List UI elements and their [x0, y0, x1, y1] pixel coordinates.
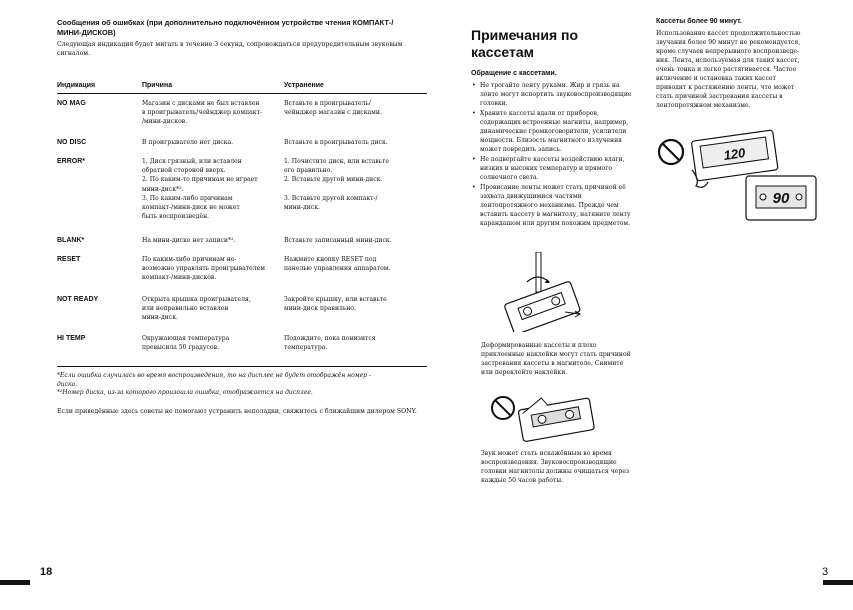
error-fix: Вставьте записанный мини-диск. [284, 237, 392, 244]
cassette-notes-title: Примечания по кассетам [471, 27, 579, 60]
damaged-cassette-illustration [490, 390, 605, 442]
error-code: BLANK* [57, 237, 85, 244]
table-bottom-rule [57, 366, 427, 367]
cassette-icon [504, 281, 581, 332]
error-code: ERROR* [57, 158, 86, 165]
error-messages-heading: Сообщения об ошибках (при дополнительно подключённом устройстве чтения КОМПАКТ-/МИНИ-ДИСКОВ) [57, 18, 394, 37]
cassette-pencil-illustration [487, 252, 597, 332]
long-cassettes-text: Использование кассет продолжительностью звучания более 90 минут не рекомендуется, кроме случаев непрерывного воспроизведе-ния. Лента, используемая для таких кассет, очень тонка и легко растягивается. Частое включение и остановка таких кассет приводит к растяжению ленты, что может стать причиной застревания кассеты в лентопротяжном механизме. [656, 30, 801, 109]
header-rule [57, 93, 427, 94]
intro-text: Следующая индикация будет мигать в течение 3 секунд, сопровождаться предупредительным звуковым сигналом. [57, 41, 403, 57]
error-fix: 1. Почистите диск, или вставьте его правильно. 2. Вставьте другой мини-диск. 3. Вставьте другой компакт-/ мини-диск. [284, 158, 389, 212]
column-header-cause: Причина [142, 82, 173, 89]
error-fix: Нажмите кнопку RESET под панелью управления аппаратом. [284, 256, 391, 273]
column-header-fix: Устранение [284, 82, 324, 89]
caption-deformed-cassettes: Деформированные кассеты и плохо приклеенные наклейки могут стать причиной застревания кассеты в магнитоле. Снимите или переклейте наклейки. [481, 342, 631, 376]
error-fix: Вставьте в проигрыватель/ чейнджер магазин с дисками. [284, 100, 382, 117]
cassette-icon [746, 176, 816, 220]
page-number-right: 3 [822, 566, 829, 578]
long-cassettes-heading: Кассеты более 90 минут. [656, 18, 742, 25]
footnotes: *Если ошибка случилась во время воспроизведения, то на дисплее не будет отображён номер - диска. *²Номер диска, из-за которого произошла ошибка, отображается на дисплее. [57, 372, 372, 396]
list-item: • Не трогайте ленту руками. Жир и грязь на ленте могут испортить звуковоспроизводящие головки. [480, 81, 640, 108]
cassette-label-90: 90 [772, 190, 790, 207]
error-cause: На мини-диске нет записи*². [142, 237, 236, 244]
list-item: • Не подвергайте кассеты воздействию влаги, низких и высоких температур и прямого солнечного света. [480, 155, 640, 182]
list-item: • Провисание ленты может стать причиной её захвата движущимися частями лентопротяжного механизма. Прежде чем вставить кассету в магнитолу, натяните ленту карандашом или другим похожим предметом. [480, 183, 640, 228]
page-tab-mark-left [0, 580, 30, 585]
error-code: NO DISC [57, 139, 87, 146]
error-cause: Открыта крышка проигрывателя, или неправильно вставлен мини-диск. [142, 296, 251, 322]
error-code: RESET [57, 256, 81, 263]
page-number-left: 18 [40, 566, 53, 578]
error-code: NO MAG [57, 100, 86, 107]
list-item: • Храните кассеты вдали от приборов, содержащих встроенные магниты, например, динамические громкоговорители, усилители мощности. Близость магнитного излучения может повредить запись. [480, 109, 640, 154]
long-cassettes-illustration [656, 128, 818, 228]
page-tab-mark-right [823, 580, 853, 585]
handling-bullet-list [480, 81, 640, 229]
error-cause: Магазин с дисками не был вставлен в проигрыватель/чейнджер компакт- /мини-дисков. [142, 100, 262, 126]
error-cause: 1. Диск грязный, или вставлен обратной стороной вверх. 2. По каким-то причинам не играет мини-диск*². 3. По каким-либо причинам компакт-/мини-диск не может быть воспроизведён. [142, 158, 258, 221]
column-header-indication: Индикация [57, 82, 96, 89]
error-cause: По каким-либо причинам не- возможно управлять проигрывателем компакт-/мини-дисков. [142, 256, 265, 282]
prohibited-icon [492, 397, 514, 419]
error-fix: Подождите, пока понизится температура. [284, 335, 376, 352]
caption-distorted-sound: Звук может стать искажённым во время воспроизведения. Звуковоспроизводящие головки магнитолы должны очищаться через каждые 50 часов работы. [481, 450, 630, 484]
cassette-handling-subheading: Обращение с кассетами. [471, 70, 557, 77]
error-fix: Закройте крышку, или вставьте мини-диск правильно. [284, 296, 387, 313]
cassette-icon [517, 390, 595, 442]
prohibited-icon [659, 140, 683, 164]
pencil-icon [536, 252, 541, 292]
error-cause: В проигрывателе нет диска. [142, 139, 234, 146]
closing-text: Если приведённые здесь советы не помогают устранить неполадки, свяжитесь с ближайшим дилером SONY. [57, 408, 417, 415]
error-fix: Вставьте в проигрыватель диск. [284, 139, 388, 146]
cassette-icon [691, 130, 778, 181]
error-code: NOT READY [57, 296, 99, 303]
error-cause: Окружающая температура превысила 50 градусов. [142, 335, 230, 352]
error-code: HI TEMP [57, 335, 86, 342]
cassette-label-120: 120 [722, 145, 747, 163]
